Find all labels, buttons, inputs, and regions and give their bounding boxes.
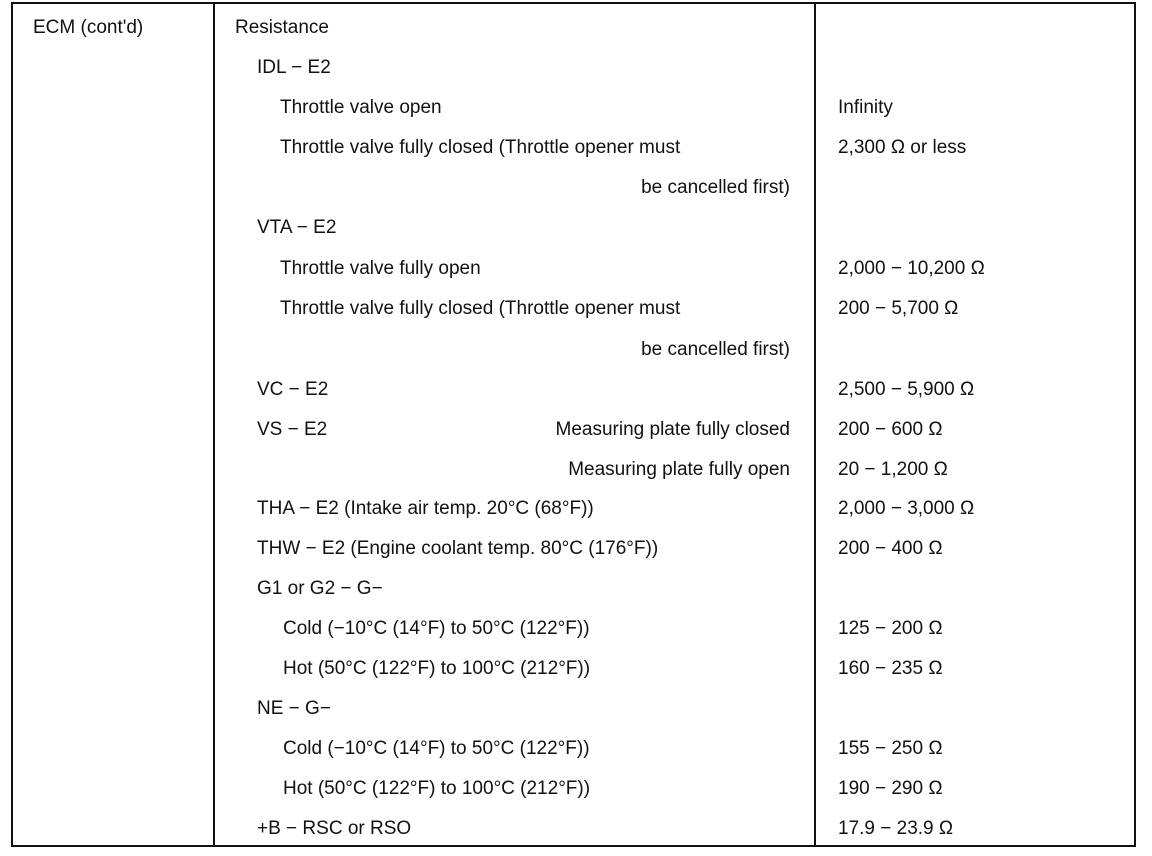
column-divider <box>814 4 816 845</box>
row-label: Throttle valve fully open <box>280 258 481 279</box>
column-divider <box>213 4 215 845</box>
row-label: THA − E2 (Intake air temp. 20°C (68°F)) <box>257 498 594 519</box>
row-value: 160 − 235 Ω <box>838 658 943 679</box>
row-value: 20 − 1,200 Ω <box>838 459 948 480</box>
row-label: Cold (−10°C (14°F) to 50°C (122°F)) <box>283 738 590 759</box>
row-value: 2,000 − 3,000 Ω <box>838 498 975 519</box>
section-heading: Resistance <box>235 17 329 38</box>
row-value: 200 − 5,700 Ω <box>838 298 959 319</box>
row-label: VS − E2 <box>257 419 328 440</box>
component-label: ECM (cont'd) <box>33 17 144 38</box>
row-label: Hot (50°C (122°F) to 100°C (212°F)) <box>283 778 591 799</box>
resistance-spec-table <box>11 2 1136 847</box>
row-label: VTA − E2 <box>257 217 337 238</box>
row-label: Throttle valve open <box>280 97 442 118</box>
row-note: Measuring plate fully open <box>568 459 790 480</box>
row-value: 125 − 200 Ω <box>838 618 943 639</box>
row-note: Measuring plate fully closed <box>555 419 790 440</box>
row-value: 200 − 600 Ω <box>838 419 943 440</box>
row-value: 2,000 − 10,200 Ω <box>838 258 985 279</box>
row-label: THW − E2 (Engine coolant temp. 80°C (176°F)) <box>257 538 659 559</box>
row-label: VC − E2 <box>257 379 329 400</box>
row-label: Throttle valve fully closed (Throttle opener must <box>280 298 681 319</box>
row-value: 2,300 Ω or less <box>838 137 967 158</box>
row-label: +B − RSC or RSO <box>257 818 412 839</box>
row-label-continuation: be cancelled first) <box>641 177 790 198</box>
row-label: Throttle valve fully closed (Throttle opener must <box>280 137 681 158</box>
row-value: Infinity <box>838 97 893 118</box>
row-label: IDL − E2 <box>257 57 331 78</box>
row-label: G1 or G2 − G− <box>257 578 383 599</box>
row-label: Cold (−10°C (14°F) to 50°C (122°F)) <box>283 618 590 639</box>
row-value: 2,500 − 5,900 Ω <box>838 379 975 400</box>
row-label: Hot (50°C (122°F) to 100°C (212°F)) <box>283 658 591 679</box>
row-value: 200 − 400 Ω <box>838 538 943 559</box>
row-label: NE − G− <box>257 698 331 719</box>
row-value: 155 − 250 Ω <box>838 738 943 759</box>
row-value: 17.9 − 23.9 Ω <box>838 818 954 839</box>
row-value: 190 − 290 Ω <box>838 778 943 799</box>
row-label-continuation: be cancelled first) <box>641 339 790 360</box>
